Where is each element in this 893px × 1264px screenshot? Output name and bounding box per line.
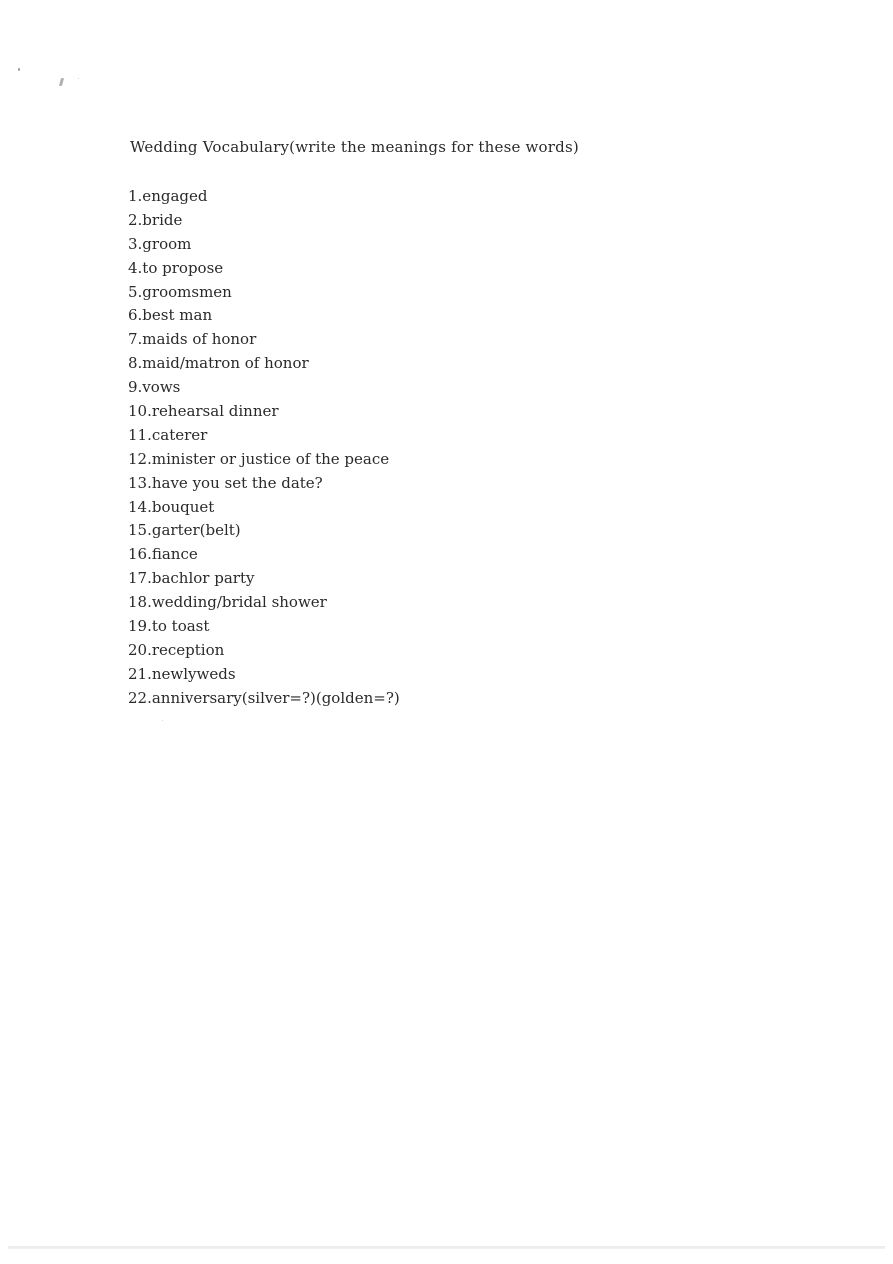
vocabulary-item: 19.to toast [128, 617, 210, 636]
vocabulary-item: 15.garter(belt) [128, 521, 241, 540]
vocabulary-item: 6.best man [128, 306, 213, 325]
vocabulary-item: 8.maid/matron of honor [128, 354, 309, 373]
vocabulary-item: 2.bride [128, 210, 183, 229]
scan-speck [162, 720, 163, 721]
vocabulary-item: 16.fiance [128, 545, 198, 564]
vocabulary-item: 13.have you set the date? [128, 473, 323, 492]
scan-bottom-edge [8, 1246, 885, 1249]
vocabulary-item: 18.wedding/bridal shower [128, 593, 327, 612]
vocabulary-item: 20.reception [128, 640, 225, 659]
vocabulary-item: 5.groomsmen [128, 282, 232, 301]
scan-speck [78, 78, 79, 79]
vocabulary-item: 10.rehearsal dinner [128, 402, 279, 421]
vocabulary-list [128, 185, 400, 711]
vocabulary-item: 3.groom [128, 234, 192, 253]
vocabulary-item: 9.vows [128, 378, 181, 397]
vocabulary-item: 7.maids of honor [128, 330, 257, 349]
scan-speck [18, 68, 20, 71]
vocabulary-item: 1.engaged [128, 187, 208, 205]
vocabulary-item: 22.anniversary(silver=?)(golden=?) [128, 688, 400, 707]
vocabulary-item: 21.newlyweds [128, 664, 236, 683]
vocabulary-item: 11.caterer [128, 425, 208, 444]
vocabulary-item: 14.bouquet [128, 497, 215, 516]
scan-mark [59, 78, 64, 86]
document-title: Wedding Vocabulary(write the meanings for these words) [130, 138, 579, 156]
vocabulary-item: 4.to propose [128, 258, 224, 277]
vocabulary-item: 17.bachlor party [128, 569, 255, 588]
vocabulary-item: 12.minister or justice of the peace [128, 449, 390, 468]
